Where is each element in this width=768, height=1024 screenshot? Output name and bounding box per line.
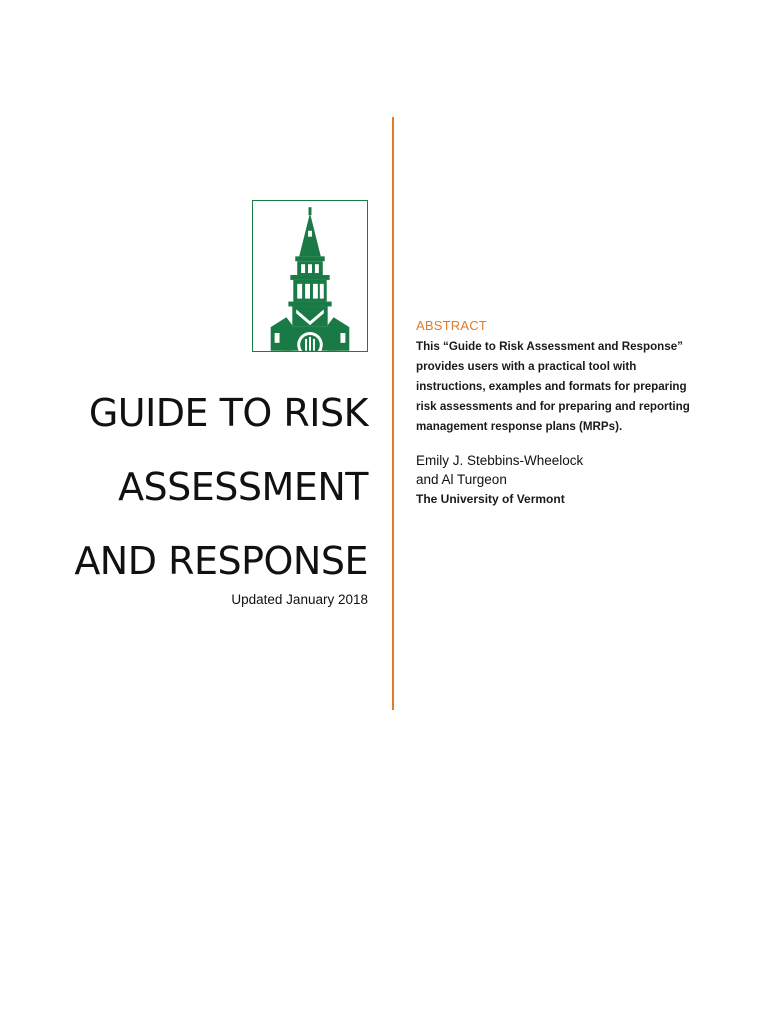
abstract-line-4: risk assessments and for preparing and reporting [416, 400, 690, 413]
university-tower-icon [252, 200, 368, 352]
abstract-heading: ABSTRACT [416, 318, 487, 333]
author-line-1: Emily J. Stebbins-Wheelock [416, 453, 584, 468]
abstract-line-3: instructions, examples and formats for preparing [416, 380, 687, 393]
updated-date: Updated January 2018 [231, 592, 368, 607]
title-line-1: GUIDE TO RISK [88, 391, 368, 435]
institution-name: The University of Vermont [416, 492, 565, 506]
document-title [38, 376, 368, 598]
vertical-divider [392, 117, 394, 710]
abstract-body [416, 337, 716, 437]
abstract-section [416, 318, 716, 509]
abstract-line-2: provides users with a practical tool with [416, 360, 637, 373]
author-line-2: and Al Turgeon [416, 472, 507, 487]
authors-block [416, 451, 716, 509]
tower-logo-svg [253, 201, 367, 351]
abstract-line-5: management response plans (MRPs). [416, 420, 623, 433]
abstract-line-1: This “Guide to Risk Assessment and Response” [416, 340, 683, 353]
title-line-2: ASSESSMENT [118, 465, 368, 509]
title-line-3: AND RESPONSE [74, 539, 368, 583]
